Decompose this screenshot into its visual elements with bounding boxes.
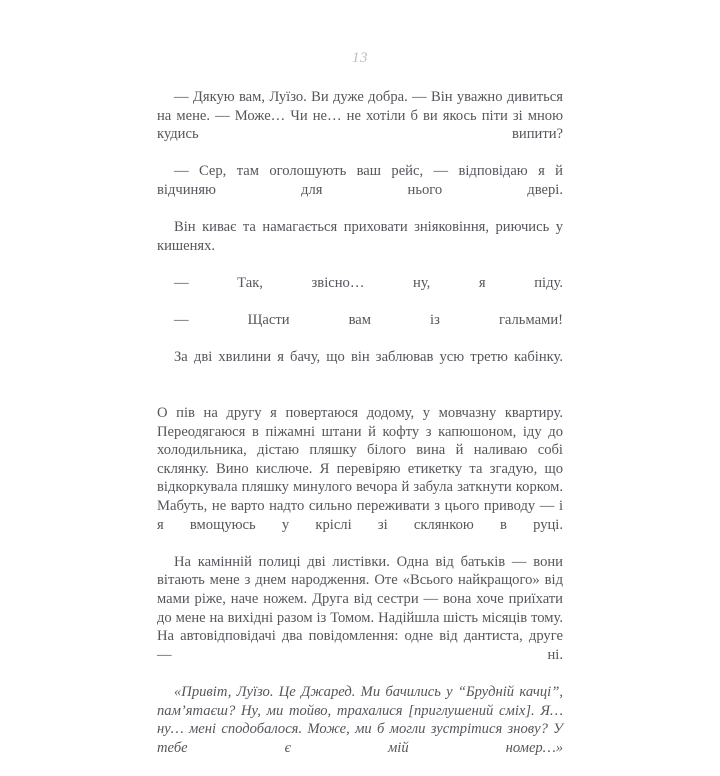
paragraph-dialogue-flight: — Сер, там оголошують ваш рейс, — відповідаю я й відчиняю для нього двері. xyxy=(157,163,563,198)
paragraph-home-half-past-one: О пів на другу я повертаюся додому, у мовчазну квартиру. Переодягаюся в піжамні штани й кофту з капюшоном, іду до холодильника, дістаю пляшку білого вина й наливаю собі склянку. Вино кислюче. Я перевіряю етикетку та згадую, що відкоркувала пляшку минулого вечора й забула заткнути корком. Мабуть, не варто надто сильно переживати з цього приводу — і я вмощуюсь у кріслі зі склянкою в руці. xyxy=(157,405,563,533)
body-text-block xyxy=(157,88,563,776)
paragraph-voicemail-quote: «Привіт, Луїзо. Це Джаред. Ми бачились у “Брудній качці”, пам’ятаєш? Ну, ми тойво, трахалися [приглушений сміх]. Я… ну… мені сподобалося. Може, ми б могли зустрітися знову? У тебе є мій номер…» xyxy=(157,684,563,756)
section-break xyxy=(157,386,563,405)
paragraph-mantelpiece-cards: На камінній полиці дві листівки. Одна від батьків — вони вітають мене з днем народження. Оте «Всього найкращого» від мами ріже, наче ножем. Друга від сестри — вона хоче приїхати до мене на вихідні разом із Томом. Надійшла шість місяців тому. На автовідповідачі два повідомлення: одне від дантиста, друге — ні. xyxy=(157,553,563,663)
paragraph-two-minutes: За дві хвилини я бачу, що він заблював усю третю кабінку. xyxy=(174,349,563,366)
page-number: 13 xyxy=(352,50,368,66)
paragraph-nods: Він киває та намагається приховати зніяковіння, риючись у кишенях. xyxy=(157,219,563,254)
paragraph-dialogue-brakes: — Щасти вам із гальмами! xyxy=(174,312,563,329)
paragraph-dialogue-yes: — Так, звісно… ну, я піду. xyxy=(174,274,563,291)
paragraph-dialogue-thanks: — Дякую вам, Луїзо. Ви дуже добра. — Він уважно дивиться на мене. — Може… Чи не… не хотіли б ви якось піти зі мною кудись випити? xyxy=(157,89,563,143)
